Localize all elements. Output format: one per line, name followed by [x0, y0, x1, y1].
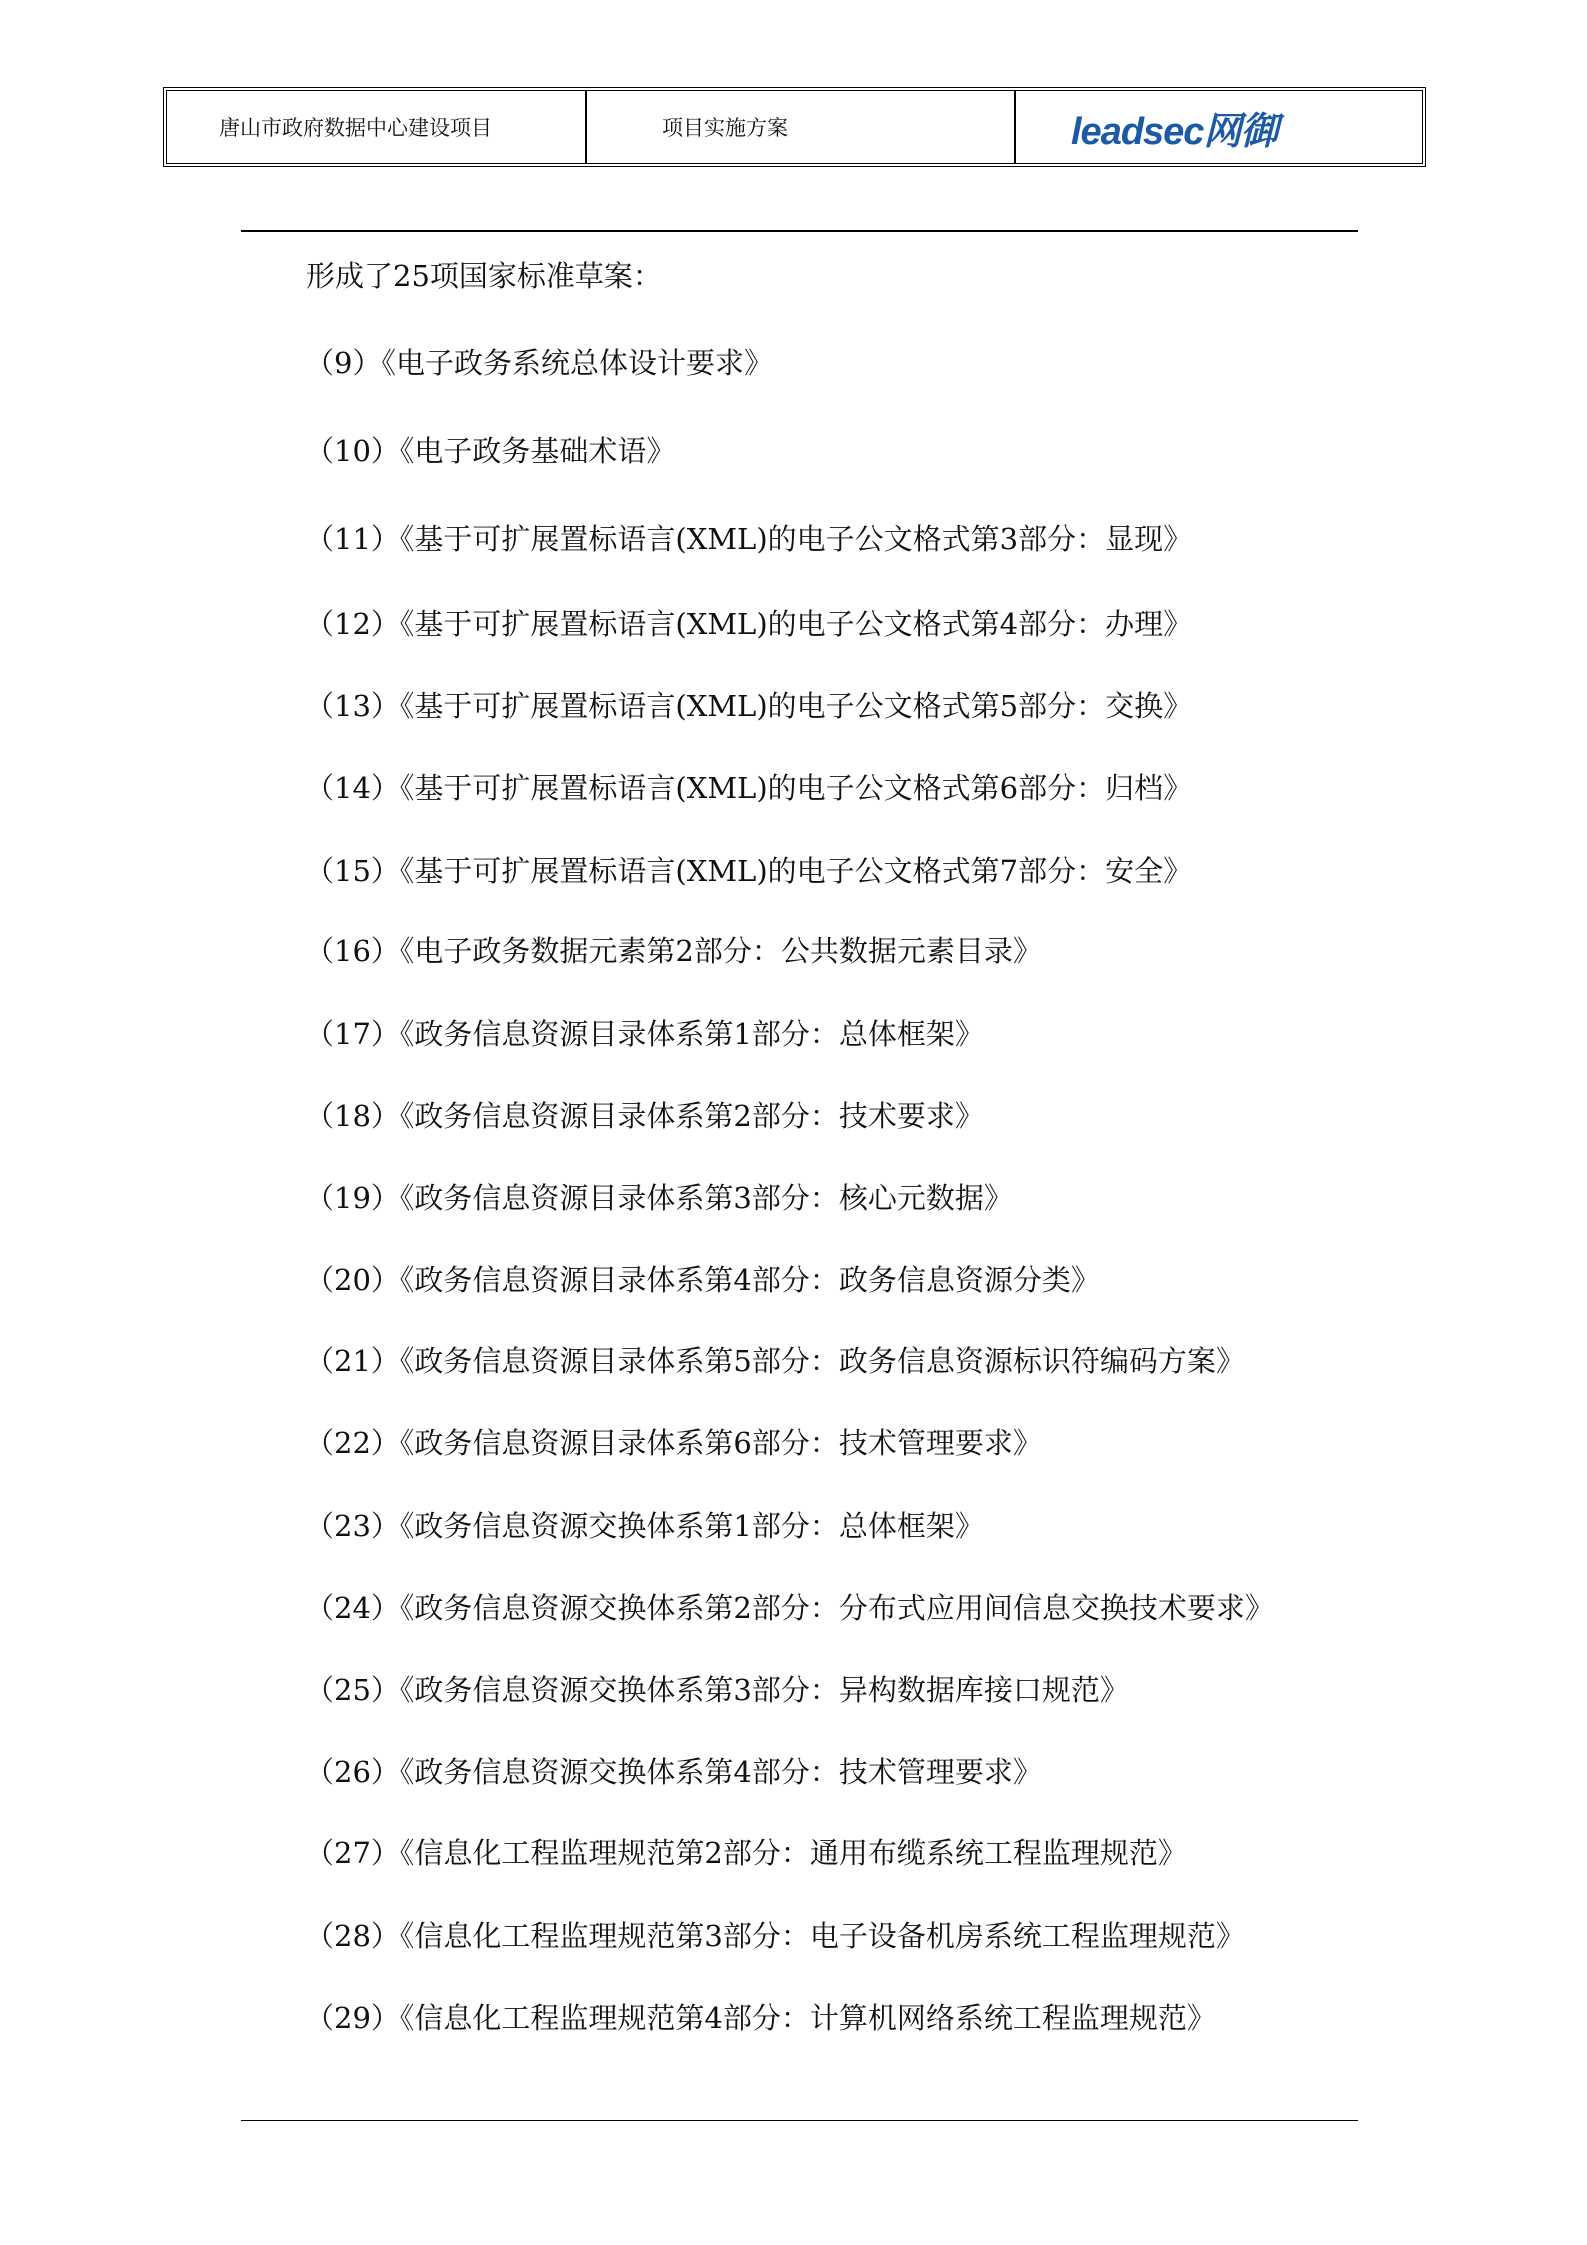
list-item: （23）《政务信息资源交换体系第1部分：总体框架》 [305, 1509, 984, 1543]
list-item: （10）《电子政务基础术语》 [305, 434, 676, 468]
list-item: （21）《政务信息资源目录体系第5部分：政务信息资源标识符编码方案》 [305, 1344, 1245, 1378]
list-item: （13）《基于可扩展置标语言(XML)的电子公文格式第5部分：交换》 [305, 689, 1193, 723]
list-item: （19）《政务信息资源目录体系第3部分：核心元数据》 [305, 1181, 1013, 1215]
list-item: （14）《基于可扩展置标语言(XML)的电子公文格式第6部分：归档》 [305, 771, 1193, 805]
list-item: （28）《信息化工程监理规范第3部分：电子设备机房系统工程监理规范》 [305, 1919, 1245, 1953]
list-item: （17）《政务信息资源目录体系第1部分：总体框架》 [305, 1017, 984, 1051]
list-item: （25）《政务信息资源交换体系第3部分：异构数据库接口规范》 [305, 1673, 1129, 1707]
list-item: （29）《信息化工程监理规范第4部分：计算机网络系统工程监理规范》 [305, 2001, 1216, 2035]
list-item: （24）《政务信息资源交换体系第2部分：分布式应用间信息交换技术要求》 [305, 1591, 1274, 1625]
list-item: （11）《基于可扩展置标语言(XML)的电子公文格式第3部分：显现》 [305, 522, 1193, 556]
leadsec-logo [1016, 91, 1422, 163]
list-item: （20）《政务信息资源目录体系第4部分：政务信息资源分类》 [305, 1263, 1100, 1297]
list-item: （27）《信息化工程监理规范第2部分：通用布缆系统工程监理规范》 [305, 1836, 1187, 1870]
logo-text: leadsec网御 [1071, 110, 1278, 153]
project-name: 唐山市政府数据中心建设项目 [167, 91, 587, 163]
list-item: （15）《基于可扩展置标语言(XML)的电子公文格式第7部分：安全》 [305, 854, 1193, 888]
list-item: （18）《政务信息资源目录体系第2部分：技术要求》 [305, 1099, 984, 1133]
list-item: （9）《电子政务系统总体设计要求》 [305, 346, 773, 380]
list-item: （22）《政务信息资源目录体系第6部分：技术管理要求》 [305, 1426, 1042, 1460]
list-item: （12）《基于可扩展置标语言(XML)的电子公文格式第4部分：办理》 [305, 607, 1193, 641]
header-rule [241, 230, 1358, 232]
footer-rule [241, 2120, 1358, 2121]
list-item: （16）《电子政务数据元素第2部分：公共数据元素目录》 [305, 934, 1042, 968]
document-type: 项目实施方案 [587, 91, 1016, 163]
list-item: （26）《政务信息资源交换体系第4部分：技术管理要求》 [305, 1755, 1042, 1789]
page-header-table [163, 87, 1426, 167]
intro-text: 形成了25项国家标准草案： [306, 259, 662, 293]
